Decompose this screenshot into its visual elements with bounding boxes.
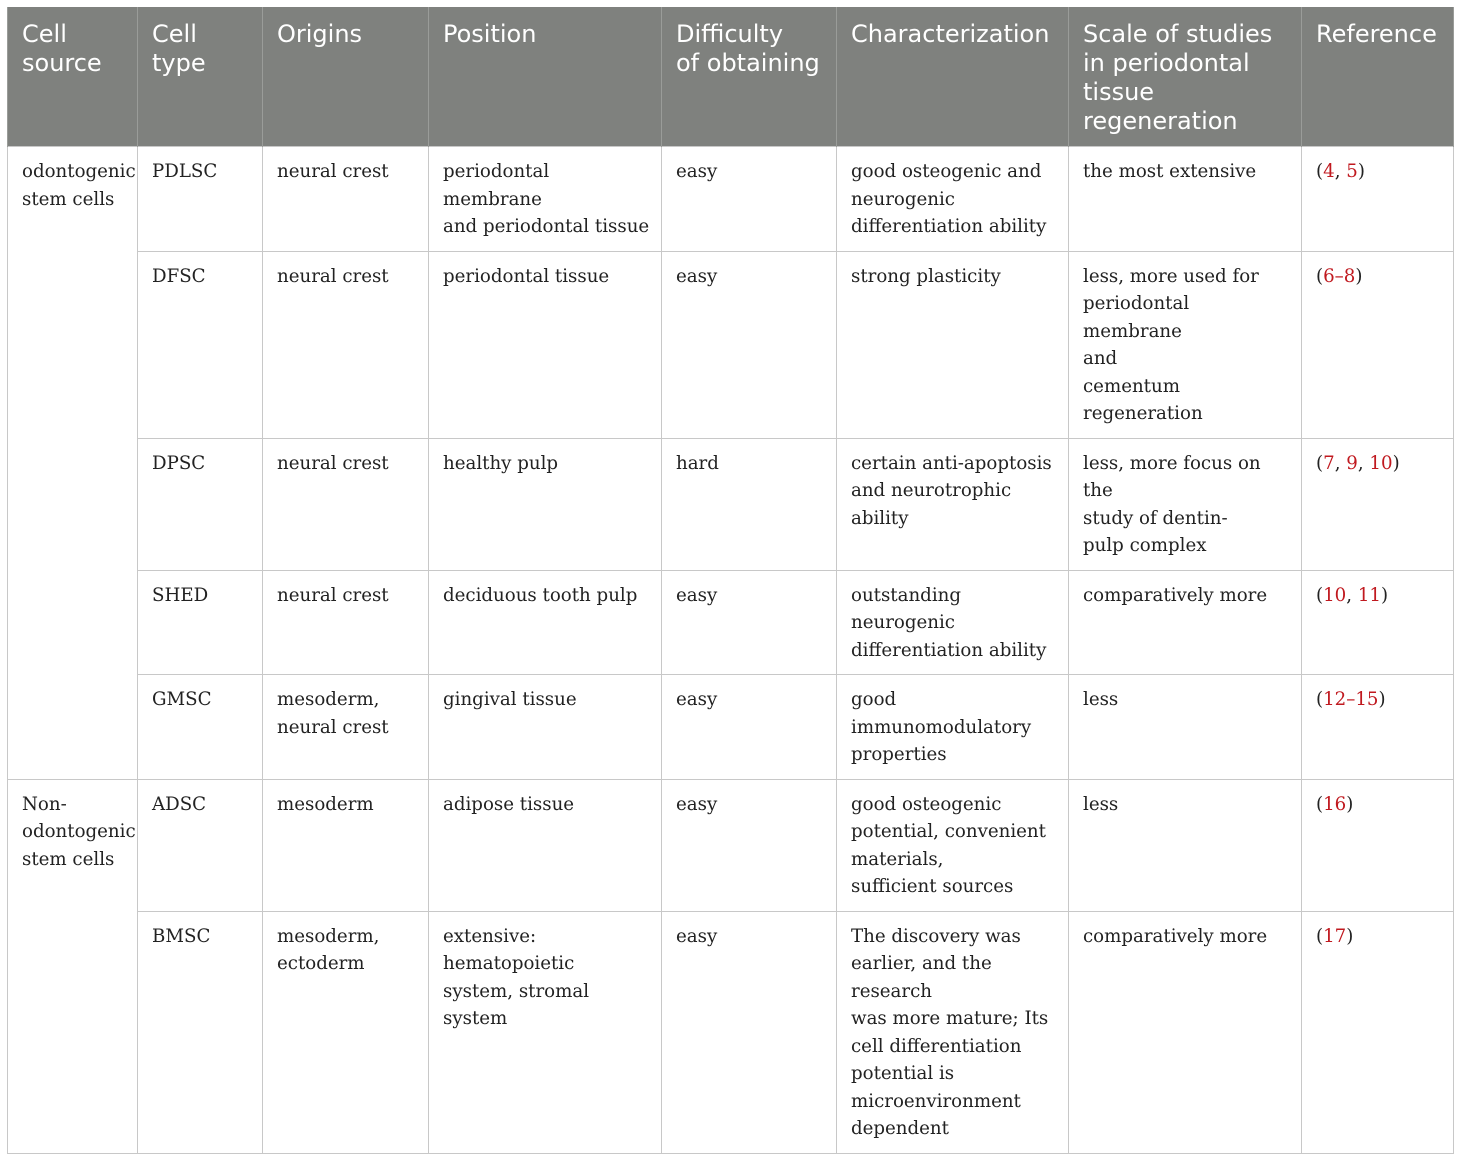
cell-type: PDLSC — [138, 147, 263, 252]
cell-reference — [1302, 147, 1454, 252]
ref-separator: , — [1346, 584, 1358, 606]
cell-type: GMSC — [138, 675, 263, 780]
cell-type: DFSC — [138, 251, 263, 438]
cell-difficulty: hard — [662, 438, 837, 570]
table-row — [8, 911, 1454, 1153]
cell-origins: mesoderm, neural crest — [263, 675, 429, 780]
cell-reference — [1302, 779, 1454, 911]
cell-difficulty: easy — [662, 251, 837, 438]
table-body — [8, 147, 1454, 1154]
header-reference: Reference — [1302, 8, 1454, 147]
header-cell-source: Cell source — [8, 8, 138, 147]
stem-cell-table — [7, 7, 1454, 1154]
table-row — [8, 675, 1454, 780]
cell-reference — [1302, 570, 1454, 675]
cell-scale: less, more used for periodontal membrane and cementum regeneration — [1069, 251, 1302, 438]
cell-scale: less — [1069, 779, 1302, 911]
table-container — [7, 7, 1453, 1154]
ref-link[interactable]: 9 — [1346, 452, 1358, 474]
cell-position: deciduous tooth pulp — [429, 570, 662, 675]
cell-scale: comparatively more — [1069, 570, 1302, 675]
cell-position: adipose tissue — [429, 779, 662, 911]
cell-scale: less, more focus on the study of dentin- pulp complex — [1069, 438, 1302, 570]
ref-link[interactable]: 6–8 — [1323, 265, 1356, 287]
table-row — [8, 570, 1454, 675]
ref-close: ) — [1381, 584, 1389, 606]
cell-difficulty: easy — [662, 570, 837, 675]
cell-difficulty: easy — [662, 147, 837, 252]
cell-characterization: good osteogenic and neurogenic differentiation ability — [837, 147, 1069, 252]
ref-open: ( — [1316, 689, 1324, 710]
cell-origins: neural crest — [263, 147, 429, 252]
ref-open: ( — [1316, 452, 1324, 474]
cell-position: extensive: hematopoietic system, stromal system — [429, 911, 662, 1153]
cell-difficulty: easy — [662, 911, 837, 1153]
cell-reference — [1302, 911, 1454, 1153]
cell-scale: the most extensive — [1069, 147, 1302, 252]
ref-link[interactable]: 4 — [1323, 161, 1335, 182]
cell-origins: neural crest — [263, 570, 429, 675]
ref-open: ( — [1316, 793, 1324, 815]
ref-close: ) — [1357, 161, 1365, 182]
ref-link[interactable]: 16 — [1323, 793, 1347, 815]
cell-characterization: certain anti-apoptosis and neurotrophic ability — [837, 438, 1069, 570]
cell-reference — [1302, 675, 1454, 780]
header-scale: Scale of studies in periodontal tissue regeneration — [1069, 8, 1302, 147]
ref-close: ) — [1378, 689, 1386, 710]
ref-open: ( — [1316, 265, 1324, 287]
cell-type: DPSC — [138, 438, 263, 570]
cell-scale: less — [1069, 675, 1302, 780]
ref-open: ( — [1316, 161, 1324, 182]
cell-position: healthy pulp — [429, 438, 662, 570]
cell-difficulty: easy — [662, 779, 837, 911]
cell-reference — [1302, 251, 1454, 438]
header-position: Position — [429, 8, 662, 147]
ref-open: ( — [1316, 584, 1324, 606]
cell-type: ADSC — [138, 779, 263, 911]
cell-reference — [1302, 438, 1454, 570]
ref-link[interactable]: 11 — [1357, 584, 1381, 606]
cell-source: Non- odontogenic stem cells — [8, 779, 138, 1153]
table-row — [8, 779, 1454, 911]
cell-difficulty: easy — [662, 675, 837, 780]
ref-close: ) — [1392, 452, 1400, 474]
ref-link[interactable]: 17 — [1323, 925, 1347, 947]
cell-position: periodontal membrane and periodontal tissue — [429, 147, 662, 252]
header-origins: Origins — [263, 8, 429, 147]
ref-separator: , — [1357, 452, 1370, 474]
cell-type: SHED — [138, 570, 263, 675]
ref-link[interactable]: 10 — [1369, 452, 1393, 474]
ref-separator: , — [1334, 452, 1347, 474]
ref-close: ) — [1346, 925, 1354, 947]
ref-link[interactable]: 12–15 — [1323, 689, 1379, 710]
cell-characterization: good immunomodulatory properties — [837, 675, 1069, 780]
cell-characterization: strong plasticity — [837, 251, 1069, 438]
table-header — [8, 8, 1454, 147]
cell-position: periodontal tissue — [429, 251, 662, 438]
header-row — [8, 8, 1454, 147]
header-difficulty: Difficulty of obtaining — [662, 8, 837, 147]
cell-origins: mesoderm, ectoderm — [263, 911, 429, 1153]
table-row — [8, 438, 1454, 570]
cell-characterization: good osteogenic potential, convenient materials, sufficient sources — [837, 779, 1069, 911]
cell-scale: comparatively more — [1069, 911, 1302, 1153]
cell-position: gingival tissue — [429, 675, 662, 780]
header-characterization: Characterization — [837, 8, 1069, 147]
cell-origins: neural crest — [263, 251, 429, 438]
ref-close: ) — [1346, 793, 1354, 815]
cell-origins: mesoderm — [263, 779, 429, 911]
ref-link[interactable]: 10 — [1323, 584, 1347, 606]
cell-characterization: outstanding neurogenic differentiation ability — [837, 570, 1069, 675]
ref-link[interactable]: 7 — [1323, 452, 1335, 474]
ref-open: ( — [1316, 925, 1324, 947]
cell-source: odontogenic stem cells — [8, 147, 138, 780]
ref-link[interactable]: 5 — [1346, 161, 1358, 182]
cell-characterization: The discovery was earlier, and the research was more mature; Its cell differentiation potential is microenvironment dependent — [837, 911, 1069, 1153]
ref-separator: , — [1334, 161, 1347, 182]
header-cell-type: Cell type — [138, 8, 263, 147]
table-row — [8, 251, 1454, 438]
cell-type: BMSC — [138, 911, 263, 1153]
table-row — [8, 147, 1454, 252]
cell-origins: neural crest — [263, 438, 429, 570]
ref-close: ) — [1355, 265, 1363, 287]
